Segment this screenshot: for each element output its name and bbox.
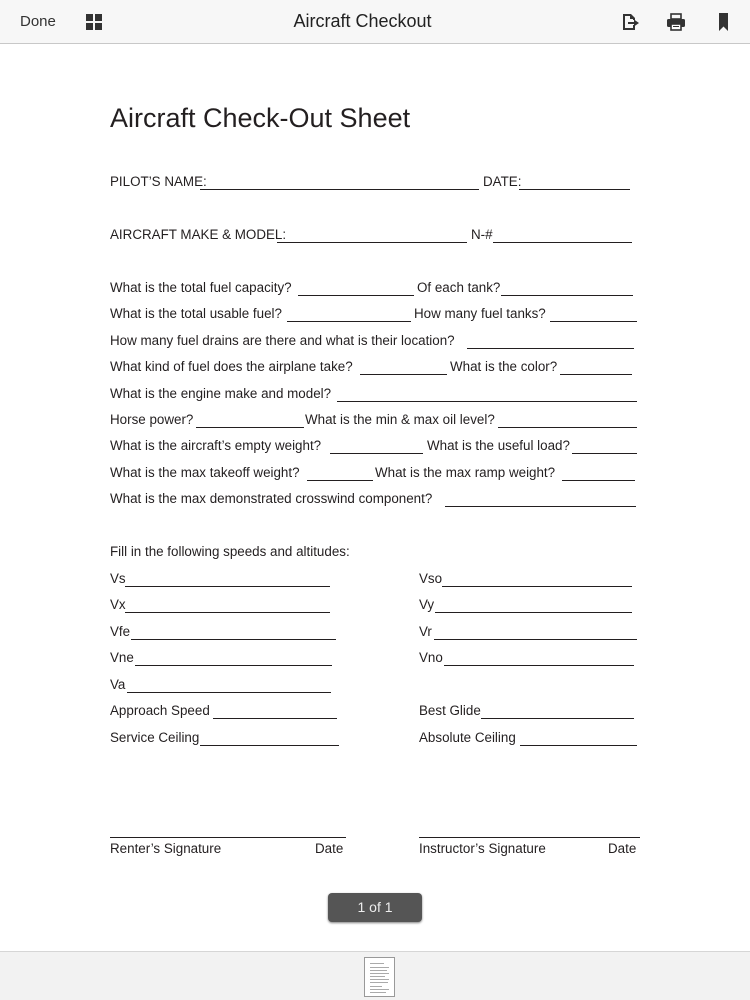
speed-field[interactable] [442,586,632,587]
speed-label: Va [110,677,126,692]
instructor-signature-label: Instructor’s Signature [419,841,546,856]
speed-label: Vno [419,650,443,665]
speed-field[interactable] [125,612,330,613]
answer-field[interactable] [330,453,423,454]
speed-field[interactable] [131,639,336,640]
answer-field[interactable] [307,480,373,481]
document-title: Aircraft Check-Out Sheet [110,103,411,133]
question-label: What is the aircraft’s empty weight? [110,438,322,453]
speed-label: Vr [419,624,432,639]
aircraft-make-model-label: AIRCRAFT MAKE & MODEL: [110,227,287,242]
instructor-date-label: Date [608,841,637,856]
question-label: What is the min & max oil level? [305,412,495,427]
renter-date-label: Date [315,841,344,856]
n-number-label: N-# [471,227,493,242]
question-label: What is the engine make and model? [110,386,332,401]
speed-field[interactable] [125,586,330,587]
n-number-field[interactable] [493,242,632,243]
answer-field[interactable] [501,295,633,296]
top-toolbar [0,0,750,44]
question-label: What is the max ramp weight? [375,465,556,480]
speed-field[interactable] [434,639,637,640]
answer-field[interactable] [445,506,636,507]
answer-field[interactable] [560,374,632,375]
window-title: Aircraft Checkout [293,11,432,31]
answer-field[interactable] [572,453,637,454]
thumbnail-strip [0,951,750,1000]
question-label: Horse power? [110,412,194,427]
answer-field[interactable] [196,427,304,428]
speed-label: Approach Speed [110,703,210,718]
speed-label: Vne [110,650,134,665]
date-label: DATE: [483,174,522,189]
speed-label: Vy [419,597,435,612]
question-label: What is the max demonstrated crosswind component? [110,491,433,506]
speed-field[interactable] [435,612,632,613]
speed-label: Vx [110,597,126,612]
page-thumbnail[interactable] [364,957,395,997]
answer-field[interactable] [467,348,634,349]
aircraft-make-model-field[interactable] [277,242,467,243]
speed-field[interactable] [127,692,331,693]
answer-field[interactable] [287,321,411,322]
speeds-heading-label: Fill in the following speeds and altitudes: [110,544,350,559]
instructor-signature-field[interactable] [419,837,640,838]
speed-field[interactable] [481,718,634,719]
renter-signature-field[interactable] [110,837,346,838]
question-label: What is the color? [450,359,558,374]
speed-field[interactable] [213,718,337,719]
question-label: Of each tank? [417,280,501,295]
answer-field[interactable] [498,427,637,428]
speed-label: Vfe [110,624,131,639]
page-indicator: 1 of 1 [328,893,422,922]
speed-label: Service Ceiling [110,730,200,745]
answer-field[interactable] [360,374,447,375]
document-page [0,45,750,950]
speed-field[interactable] [200,745,339,746]
answer-field[interactable] [562,480,635,481]
pilot-name-label: PILOT’S NAME: [110,174,207,189]
renter-signature-label: Renter’s Signature [110,841,222,856]
answer-field[interactable] [298,295,414,296]
answer-field[interactable] [337,401,637,402]
question-label: What is the useful load? [427,438,570,453]
pilot-name-field[interactable] [200,189,479,190]
question-label: How many fuel drains are there and what is their location? [110,333,455,348]
question-label: How many fuel tanks? [414,306,546,321]
speed-field[interactable] [135,665,332,666]
question-label: What is the max takeoff weight? [110,465,300,480]
speed-field[interactable] [520,745,637,746]
speed-label: Vso [419,571,443,586]
answer-field[interactable] [550,321,637,322]
question-label: What is the total usable fuel? [110,306,282,321]
date-field[interactable] [519,189,630,190]
question-label: What is the total fuel capacity? [110,280,292,295]
share-icon[interactable] [620,12,640,32]
speed-label: Vs [110,571,126,586]
speed-label: Absolute Ceiling [419,730,516,745]
speed-label: Best Glide [419,703,481,718]
print-icon[interactable] [666,12,686,32]
question-label: What kind of fuel does the airplane take? [110,359,353,374]
done-button[interactable]: Done [20,13,56,30]
speed-field[interactable] [444,665,634,666]
bookmark-icon[interactable] [714,12,734,32]
